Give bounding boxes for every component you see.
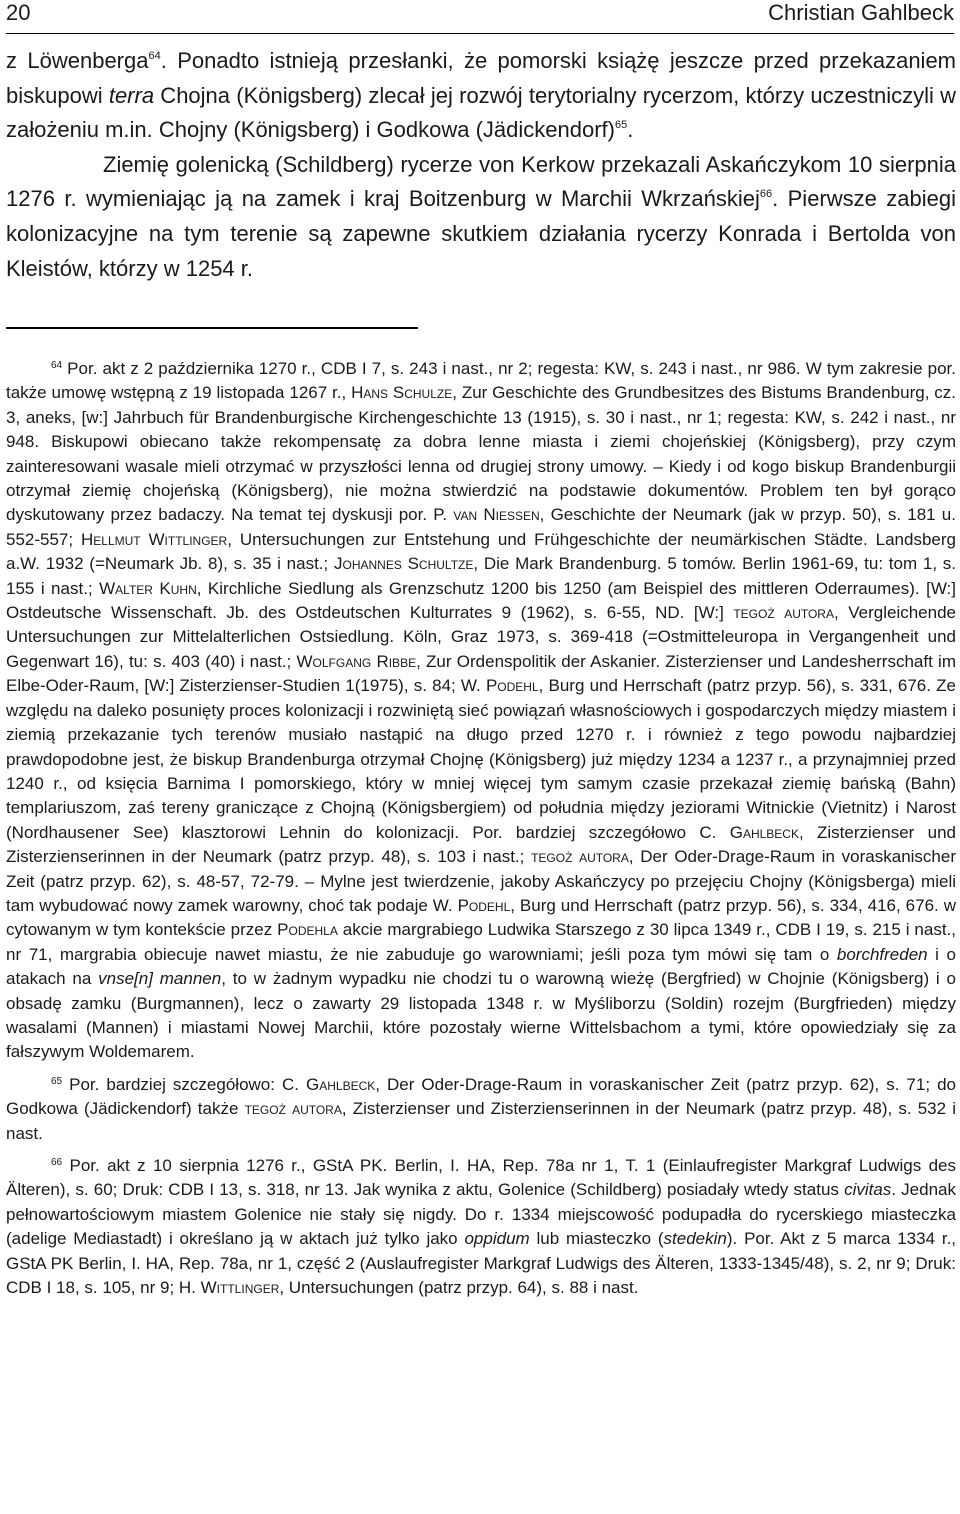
- author-name: Wittlinger: [200, 1278, 280, 1298]
- text: , Der Oder-Drage-Raum in voraskanischer Zeit (patrz przyp. 62), s. 71; do Godkowa (Jädickendorf) także: [6, 1074, 956, 1119]
- page-number: 20: [6, 0, 31, 25]
- text: lub miasteczko (: [529, 1229, 664, 1249]
- text: , Zisterzienser und Zisterzienserinnen in der Neumark (patrz przyp. 48), s. 532 i nast.: [6, 1099, 956, 1143]
- text: , Die Mark Brandenburg. 5 tomów. Berlin 1961-69, tu: tom 1, s. 155 i nast.;: [6, 554, 956, 598]
- author-name: tegoż autora: [531, 847, 629, 867]
- footnote-ref[interactable]: 66: [759, 188, 773, 201]
- footnote-66: [6, 1154, 956, 1300]
- italic-term: vnse[n] mannen: [98, 969, 222, 989]
- italic-term: terra: [108, 82, 155, 108]
- author-name: Walter Kuhn: [99, 578, 197, 598]
- main-text: [6, 44, 956, 286]
- text: , Burg und Herrschaft (patrz przyp. 56), s. 331, 676. Ze względu na daleko posunięty proces kolonizacji i rozwiniętą sieć powiązań własnościowych i gospodarczych między miastem i ziemią przekazanie tych terenów musiało nastąpić na długo przed 1270 r. i również z tego powodu najbardziej prawdopodobne jest, że biskup Brandenburga otrzymał Chojnę (Königsberg) już między 1234 a 1237 r., a przynajmniej przed 1240 r., od księcia Barnima I pomorskiego, który w mniej więcej tym samym czasie przekazał ziemię bańską (Bahn) templariuszom, zaś tereny graniczące z Chojną (Königsbergiem) od południa między jeziorami Witnickie (Vietnitz) i Narost (Nordhausener See) klasztorowi Lehnin do kolonizacji. Por. bardziej szczegółowo C.: [6, 676, 956, 842]
- author-name: P. van Niessen: [433, 505, 540, 525]
- text: , Geschichte der Neumark (jak w przyp. 50), s. 181 u. 552-557;: [6, 505, 956, 549]
- author-name: Wolfgang Ribbe: [296, 651, 417, 671]
- italic-term: civitas: [844, 1180, 892, 1200]
- text: . Ponadto istnieją przesłanki, że pomorski książę jeszcze przed przekazaniem biskupowi: [6, 48, 957, 108]
- text: , Kirchliche Siedlung als Grenzschutz 1200 bis 1250 (am Beispiel des mittleren Oderraumes). [W:] Ostdeutsche Wissenschaft. Jb. des Ostdeutschen Kulturrates 9 (1962), s. 6-55, ND. [W:]: [6, 578, 957, 623]
- author-name: Podehl: [457, 895, 511, 915]
- text: z Löwenberga: [6, 48, 149, 73]
- text: , to w żadnym wypadku nie chodzi tu o warowną wieżę (Bergfried) w Chojnie (Königsberg) i o obsadę zamku (Burgmannen), lecz o zawarty 29 listopada 1348 r. w Myśliborzu (Soldin) rozejm (Burgfrieden) między wasalami (Mannen) i miastami Nowej Marchii, które pozostały wierne Wittelsbachom a tymi, które opowiedziały się za fałszywym Woldemarem.: [6, 969, 956, 1062]
- text: , Zur Geschichte des Grundbesitzes des Bistums Brandenburg, cz. 3, aneks, [w:] Jahrbuch für Brandenburgische Kirchengeschichte 13 (1915), s. 30 i nast., nr 1; regesta: KW, s. 242 i nast., nr 948. Biskupowi obiecano także rekompensatę za dobra lenne miasta i ziemi chojeńskiej (Königsberg), przy czym zainteresowani wasale mieli otrzymać w przyszłości lenna od drugiej strony umowy. – Kiedy i od kogo biskup Brandenburgii otrzymał ziemię chojeńską (Königsberg), nie można stwierdzić na podstawie dokumentów. Problem ten był gorąco dyskutowany przez badaczy. Na temat tej dyskusji por.: [6, 383, 956, 525]
- author-name: tegoż autora: [733, 603, 834, 623]
- text: Por. akt z 10 sierpnia 1276 r., GStA PK. Berlin, I. HA, Rep. 78a nr 1, T. 1 (Einlaufregister Markgraf Ludwigs des Älteren), s. 60; Druk: CDB I 13, s. 318, nr 13. Jak wynika z aktu, Golenice (Schildberg) posiadały wtedy status: [6, 1156, 956, 1200]
- text: , Untersuchungen (patrz przyp. 64), s. 88 i nast.: [279, 1278, 639, 1298]
- author-name: Gahlbeck: [306, 1074, 376, 1094]
- text: , Untersuchungen zur Entstehung und Frühgeschichte der neumärkischen Städte. Landsberg a.W. 1932 (=Neumark Jb. 8), s. 35 i nast.;: [6, 529, 956, 574]
- text: Por. bardziej szczegółowo: C.: [62, 1074, 307, 1094]
- author-name: Johannes Schultze: [334, 554, 474, 574]
- footnote-ref[interactable]: 65: [614, 119, 628, 132]
- text: .: [627, 117, 634, 143]
- paragraph: [6, 148, 956, 286]
- footnote-64: [6, 357, 956, 1065]
- text: . Jednak pełnowartościowym miastem Golenice nie stały się nigdy. Do r. 1334 miejscowość podupadła do rycerskiego miasteczka (adelige Mediastadt) i określano ją w aktach już tylko jako: [6, 1180, 957, 1249]
- italic-term: oppidum: [464, 1229, 530, 1249]
- text: . Pierwsze zabiegi kolonizacyjne na tym terenie są zapewne skutkiem działania rycerzy Konrada i Bertolda von Kleistów, którzy w 1254 r.: [6, 186, 956, 281]
- text: , Vergleichende Untersuchungen zur Mittelalterlichen Ostsiedlung. Köln, Graz 1973, s. 369-418 (=Ostmitteleuropa in Vergangenheit und Gegenwart 16), tu: s. 403 (40) i nast.;: [6, 603, 956, 671]
- author-name: Hans Schulze: [351, 383, 453, 403]
- text: , Der Oder-Drage-Raum in voraskanischer Zeit (patrz przyp. 62), s. 48-57, 72-79. – Mylne jest twierdzenie, jakoby Askańczycy po przejęciu Chojny (Königsberga) mieli tam wybudować nowy zamek warowny, choć tak podaje W.: [6, 847, 956, 915]
- footnote-ref[interactable]: 64: [148, 50, 161, 62]
- text: , Zisterzienser und Zisterzienserinnen in der Neumark (patrz przyp. 48), s. 103 i nast.;: [6, 822, 956, 867]
- running-header: [6, 0, 954, 32]
- text: , Burg und Herrschaft (patrz przyp. 56), s. 334, 416, 676. w cytowanym w tym kontekście przez: [6, 895, 956, 940]
- footnote-number: 66: [51, 1157, 63, 1168]
- footnote-number: 64: [51, 360, 63, 371]
- author-name: Podehl: [485, 676, 539, 696]
- footnotes: [6, 357, 956, 1300]
- author-name: Podehla: [277, 920, 338, 940]
- footnote-separator: [6, 327, 418, 329]
- text: akcie margrabiego Ludwika Starszego z 30 lipca 1349 r., CDB I 19, s. 215 i nast., nr 71, margrabia obiecuje nawet miastu, że nie zabuduje go warowniami; jeśli poza tym mówi się tam o: [6, 920, 956, 964]
- author-name: Gahlbeck: [729, 822, 799, 842]
- text: Por. akt z 2 października 1270 r., CDB I 7, s. 243 i nast., nr 2; regesta: KW, s. 243 i nast., nr 986. W tym zakresie por. także umowę wstępną z 19 listopada 1267 r.,: [6, 359, 956, 403]
- italic-term: stedekin: [663, 1229, 727, 1249]
- header-rule: [6, 33, 954, 34]
- paragraph: [6, 44, 956, 148]
- author-name: tegoż autora: [244, 1099, 342, 1119]
- text: , Zur Ordenspolitik der Askanier. Zisterzienser und Landesherrschaft im Elbe-Oder-Raum, [W:] Zisterzienser-Studien 1(1975), s. 84; W.: [6, 651, 956, 696]
- italic-term: borchfreden: [836, 944, 928, 964]
- author-name: Hellmut Wittlinger: [81, 529, 228, 549]
- running-head-author: Christian Gahlbeck: [768, 0, 954, 25]
- text: Chojna (Königsberg) zlecał jej rozwój terytorialny rycerzom, którzy uczestniczyli w założeniu m.in. Chojny (Königsberg) i Godkowa (Jädickendorf): [6, 82, 956, 143]
- text: i o atakach na: [6, 944, 956, 989]
- text: Ziemię golenicką (Schildberg) rycerze von Kerkow przekazali Askańczykom 10 sierpnia 1276 r. wymieniając ją na zamek i kraj Boitzenburg w Marchii Wkrzańskiej: [6, 151, 956, 212]
- footnote-65: [6, 1073, 956, 1146]
- footnote-number: 65: [51, 1075, 63, 1087]
- text: ). Por. Akt z 5 marca 1334 r., GStA PK Berlin, I. HA, Rep. 78a, nr 1, część 2 (Auslaufregister Markgraf Ludwigs des Älteren, 1333-1345/48), s. 2, nr 9; Druk: CDB I 18, s. 105, nr 9; H.: [6, 1229, 957, 1298]
